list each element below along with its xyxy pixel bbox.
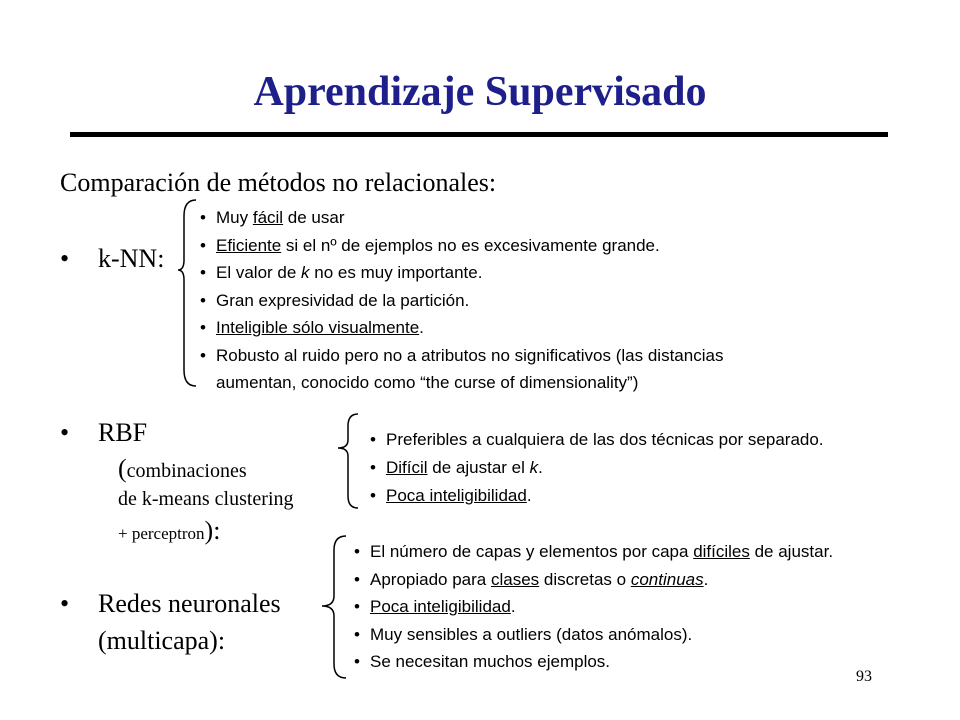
slide-title: Aprendizaje Supervisado	[253, 69, 707, 115]
list-item: • Muy sensibles a outliers (datos anómalos).	[354, 624, 693, 644]
nn-label: Redes neuronales	[98, 589, 281, 618]
knn-brace	[176, 198, 200, 390]
rbf-desc-line-1: (combinaciones	[118, 454, 247, 483]
list-item: • Poca inteligibilidad.	[354, 597, 516, 616]
list-item: • Inteligible sólo visualmente.	[200, 318, 424, 337]
bullet: •	[60, 589, 70, 618]
list-item: • Gran expresividad de la partición.	[200, 290, 470, 310]
nn-brace	[320, 534, 350, 682]
list-item: • Muy fácil de usar	[200, 208, 345, 227]
rbf-desc-line-2: de k-means clustering	[118, 488, 294, 510]
intro-text: Comparación de métodos no relacionales:	[60, 168, 497, 197]
list-item: • Apropiado para clases discretas o continuas.	[354, 569, 709, 589]
list-item: • Poca inteligibilidad.	[370, 486, 532, 505]
bullet: •	[60, 244, 70, 273]
page-number: 93	[856, 668, 872, 685]
list-item: • Eficiente si el nº de ejemplos no es excesivamente grande.	[200, 235, 660, 255]
rbf-brace	[336, 412, 362, 512]
list-item: • Robusto al ruido pero no a atributos no significativos (las distancias	[200, 345, 724, 365]
nn-list	[354, 538, 833, 676]
list-item: • Preferibles a cualquiera de las dos técnicas por separado.	[370, 430, 824, 449]
knn-list	[200, 204, 723, 397]
rbf-desc-line-3: + perceptron):	[118, 516, 221, 545]
bullet: •	[60, 418, 70, 447]
knn-label: k-NN:	[98, 244, 165, 273]
list-item: • Difícil de ajustar el k.	[370, 458, 543, 477]
list-item: • Se necesitan muchos ejemplos.	[354, 652, 611, 671]
list-item: • El valor de k no es muy importante.	[200, 263, 483, 282]
rbf-list	[370, 426, 824, 510]
nn-desc: (multicapa):	[98, 626, 226, 655]
list-item-continuation: aumentan, conocido como “the curse of dimensionality”)	[216, 373, 639, 392]
rbf-label: RBF	[98, 418, 148, 447]
title-rule	[70, 132, 888, 137]
list-item: • El número de capas y elementos por capa difíciles de ajustar.	[354, 542, 834, 561]
